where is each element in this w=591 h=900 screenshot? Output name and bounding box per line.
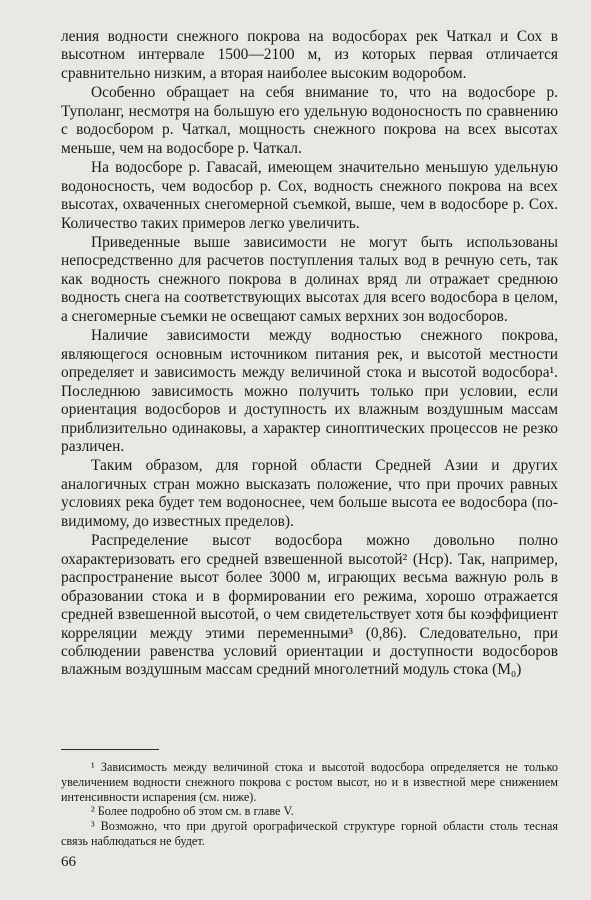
footnote-2: ² Более подробно об этом см. в главе V.	[91, 804, 294, 819]
paragraph-4: Приведенные выше зависимости не могут быть использованы непосредственно для расчетов поступления талых вод в речную сеть, так как водность снежного покрова в долинах вряд ли отражает среднюю водность снега на соответствующих высотах для всего водосбора в целом, а снегомерные съемки не освещают самых верхних зон водосборов.	[61, 233, 558, 325]
page-number: 66	[61, 854, 76, 870]
paragraph-2: Особенно обращает на себя внимание то, что на водосборе р. Туполанг, несмотря на большую его удельную водоносность по сравнению с водосбором р. Чаткал, мощность снежного покрова на всех высотах меньше, чем на водосборе р. Чаткал.	[61, 84, 558, 157]
paragraph-1: ления водности снежного покрова на водосборах рек Чаткал и Сох в высотном интервале 1500—2100 м, из которых первая отличается сравнительно низким, а вторая наиболее высоким водоробом.	[61, 28, 558, 82]
paragraph-7: Распределение высот водосбора можно довольно полно охарактеризовать его средней взвешенной высотой² (Hср). Так, например, распространение высот более 3000 м, играющих весьма важную роль в образовании стока и в формировании его режима, хорошо отражается средней взвешенной высотой, о чем свидетельствует хотя бы коэффициент корреляции между этими переменными³ (0,86). Следовательно, при соблюдении равенства условий ориентации и доступности водосборов влажным воздушным массам средний многолетний модуль стока (M₀)	[61, 532, 558, 679]
paragraph-5: Наличие зависимости между водностью снежного покрова, являющегося основным источником питания рек, и высотой местности определяет и зависимость между величиной стока и высотой водосбора¹. Последнюю зависимость можно получить только при условии, если ориентация водосборов и доступность их влажным воздушным массам приблизительно одинаковы, а характер синоптических процессов не резко различен.	[61, 327, 558, 455]
paragraph-3: На водосборе р. Гавасай, имеющем значительно меньшую удельную водоносность, чем водосбор р. Сох, водность снежного покрова на всех высотах, охваченных снегомерной съемкой, выше, чем в водосборе р. Сох. Количество таких примеров легко увеличить.	[61, 159, 558, 232]
footnotes	[61, 760, 558, 849]
footnote-1: ¹ Зависимость между величиной стока и высотой водосбора определяется не только увеличением водности снежного покрова с ростом высот, но и в известной мере снижением интенсивности испарения (см. ниже).	[61, 760, 558, 804]
footnote-3: ³ Возможно, что при другой орографической структуре горной области столь тесная связь наблюдаться не будет.	[61, 819, 558, 848]
footnote-divider	[61, 749, 159, 750]
main-text	[61, 28, 558, 680]
paragraph-6: Таким образом, для горной области Средней Азии и других аналогичных стран можно высказать положение, что при прочих равных условиях река будет тем водоноснее, чем больше высота ее водосбора (по-видимому, до известных пределов).	[61, 457, 558, 530]
